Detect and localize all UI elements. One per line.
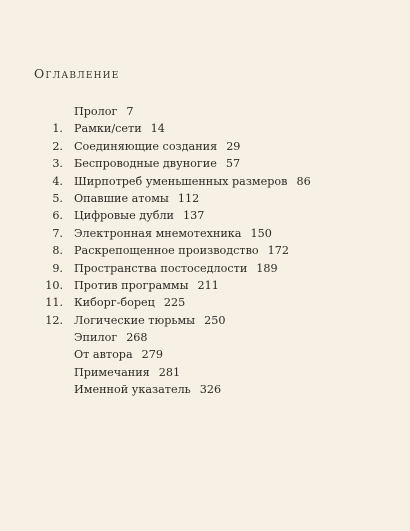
toc-entry [0, 346, 410, 363]
chapter-title: Логические тюрьмы [74, 313, 196, 327]
toc-entry [0, 381, 410, 398]
chapter-title-wrap [74, 138, 240, 155]
chapter-title: Опавшие атомы [74, 191, 169, 205]
chapter-title: Пролог [74, 105, 118, 118]
chapter-title: Ширпотреб уменьшенных размеров [74, 174, 288, 188]
toc-entry [0, 155, 410, 172]
toc-entry [0, 190, 410, 207]
page-number: 326 [199, 383, 222, 397]
chapter-title: Цифровые дубли [74, 209, 175, 223]
chapter-title-wrap [74, 381, 221, 398]
chapter-title-wrap [74, 294, 185, 311]
chapter-title-wrap [74, 225, 272, 242]
toc-entry [0, 225, 410, 242]
page-number: 86 [296, 174, 311, 188]
toc-entry [0, 120, 410, 137]
chapter-title: Рамки/сети [74, 122, 142, 136]
page-number: 281 [158, 365, 181, 379]
toc-entry [0, 277, 410, 294]
chapter-title-wrap [74, 312, 225, 329]
toc-entry [0, 260, 410, 277]
chapter-number: 9. [52, 261, 63, 275]
toc-entry [0, 207, 410, 224]
chapter-title-wrap [74, 207, 204, 224]
toc-entry [0, 173, 410, 190]
chapter-title-wrap [74, 346, 163, 363]
chapter-title: Примечания [74, 365, 150, 379]
chapter-title-wrap [74, 329, 148, 346]
chapter-title-wrap [74, 277, 219, 294]
chapter-title: Эпилог [74, 331, 118, 345]
toc-entry [0, 312, 410, 329]
chapter-title-wrap [74, 364, 180, 381]
chapter-number: 11. [45, 296, 63, 310]
chapter-title: Беспроводные двуногие [74, 157, 217, 171]
chapter-title-wrap [74, 173, 311, 190]
toc-heading: Оглавление [34, 66, 120, 81]
chapter-title-wrap [74, 190, 199, 207]
chapter-title: Электронная мнемотехника [74, 226, 242, 240]
chapter-number: 6. [52, 209, 63, 223]
chapter-title: Против программы [74, 278, 189, 292]
page-number: 150 [250, 226, 272, 240]
chapter-number: 1. [52, 122, 63, 136]
chapter-number: 4. [52, 174, 63, 188]
chapter-number: 7. [52, 226, 63, 240]
chapter-number: 5. [52, 191, 63, 205]
chapter-number: 2. [52, 139, 63, 153]
toc-entry [0, 103, 410, 120]
table-of-contents [0, 103, 410, 399]
chapter-title: Соединяющие создания [74, 139, 218, 153]
toc-entry [0, 364, 410, 381]
page-number: 250 [204, 313, 226, 327]
chapter-number: 12. [45, 313, 63, 327]
page-number: 7 [126, 105, 134, 118]
chapter-number: 10. [45, 278, 63, 292]
page-number: 268 [126, 331, 148, 345]
page-number: 225 [163, 296, 186, 310]
page-number: 112 [177, 191, 200, 205]
chapter-title: Раскрепощенное производство [74, 244, 259, 258]
page-number: 29 [226, 139, 241, 153]
page-number: 279 [141, 348, 164, 362]
chapter-title-wrap [74, 260, 278, 277]
page-number: 14 [150, 122, 165, 136]
toc-entry [0, 138, 410, 155]
page-number: 57 [225, 157, 241, 171]
chapter-number: 3. [52, 157, 63, 171]
chapter-title-wrap [74, 120, 165, 137]
page-number: 172 [267, 244, 289, 258]
chapter-number: 8. [52, 244, 63, 258]
page-number: 137 [183, 209, 205, 223]
chapter-title: Именной указатель [74, 383, 191, 397]
toc-entry [0, 242, 410, 259]
chapter-title: Киборг-борец [74, 296, 155, 310]
chapter-title-wrap [74, 155, 240, 172]
chapter-title-wrap [74, 103, 133, 120]
page-number: 211 [197, 278, 219, 292]
chapter-title: От автора [74, 348, 133, 362]
toc-entry [0, 329, 410, 346]
page-number: 189 [256, 261, 278, 275]
chapter-title-wrap [74, 242, 289, 259]
chapter-title: Пространства постоседлости [74, 261, 248, 275]
toc-entry [0, 294, 410, 311]
